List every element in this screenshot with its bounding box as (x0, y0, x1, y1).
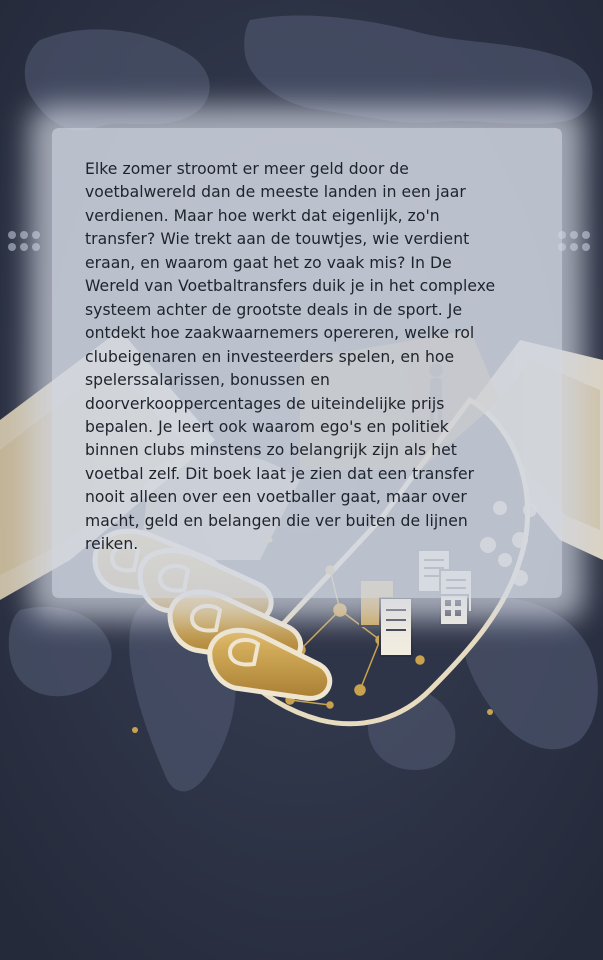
blurb-line: verdienen. Maar hoe werkt dat eigenlijk, zo'n (85, 206, 440, 225)
blurb-line: eraan, en waarom gaat het zo vaak mis? In De (85, 253, 452, 272)
back-cover-blurb (85, 158, 563, 557)
blurb-line: voetbalwereld dan de meeste landen in een jaar (85, 183, 466, 202)
blurb-line: voetbal zelf. Dit boek laat je zien dat een transfer (85, 464, 475, 483)
blurb-line: systeem achter de grootste deals in de sport. Je (85, 300, 463, 319)
blurb-line: bepalen. Je leert ook waarom ego's en politiek (85, 417, 449, 436)
blurb-line: clubeigenaren en investeerders spelen, en hoe (85, 347, 455, 366)
blurb-line: transfer? Wie trekt aan de touwtjes, wie verdient (85, 230, 470, 249)
calculator-icon (440, 595, 468, 625)
blurb-line: spelerssalarissen, bonussen en (85, 371, 330, 390)
blurb-line: binnen clubs minstens zo belangrijk zijn als het (85, 441, 457, 460)
blurb-line: doorverkooppercentages de uiteindelijke prijs (85, 394, 445, 413)
blurb-line: reiken. (85, 535, 139, 554)
blurb-line: nooit alleen over een voetballer gaat, maar over (85, 488, 467, 507)
blurb-line: Wereld van Voetbaltransfers duik je in het complexe (85, 277, 496, 296)
blurb-line: Elke zomer stroomt er meer geld door de (85, 160, 409, 178)
blurb-line: ontdekt hoe zaakwaarnemers opereren, welke rol (85, 324, 475, 343)
blurb-line: macht, geld en belangen die ver buiten de lijnen (85, 511, 468, 530)
